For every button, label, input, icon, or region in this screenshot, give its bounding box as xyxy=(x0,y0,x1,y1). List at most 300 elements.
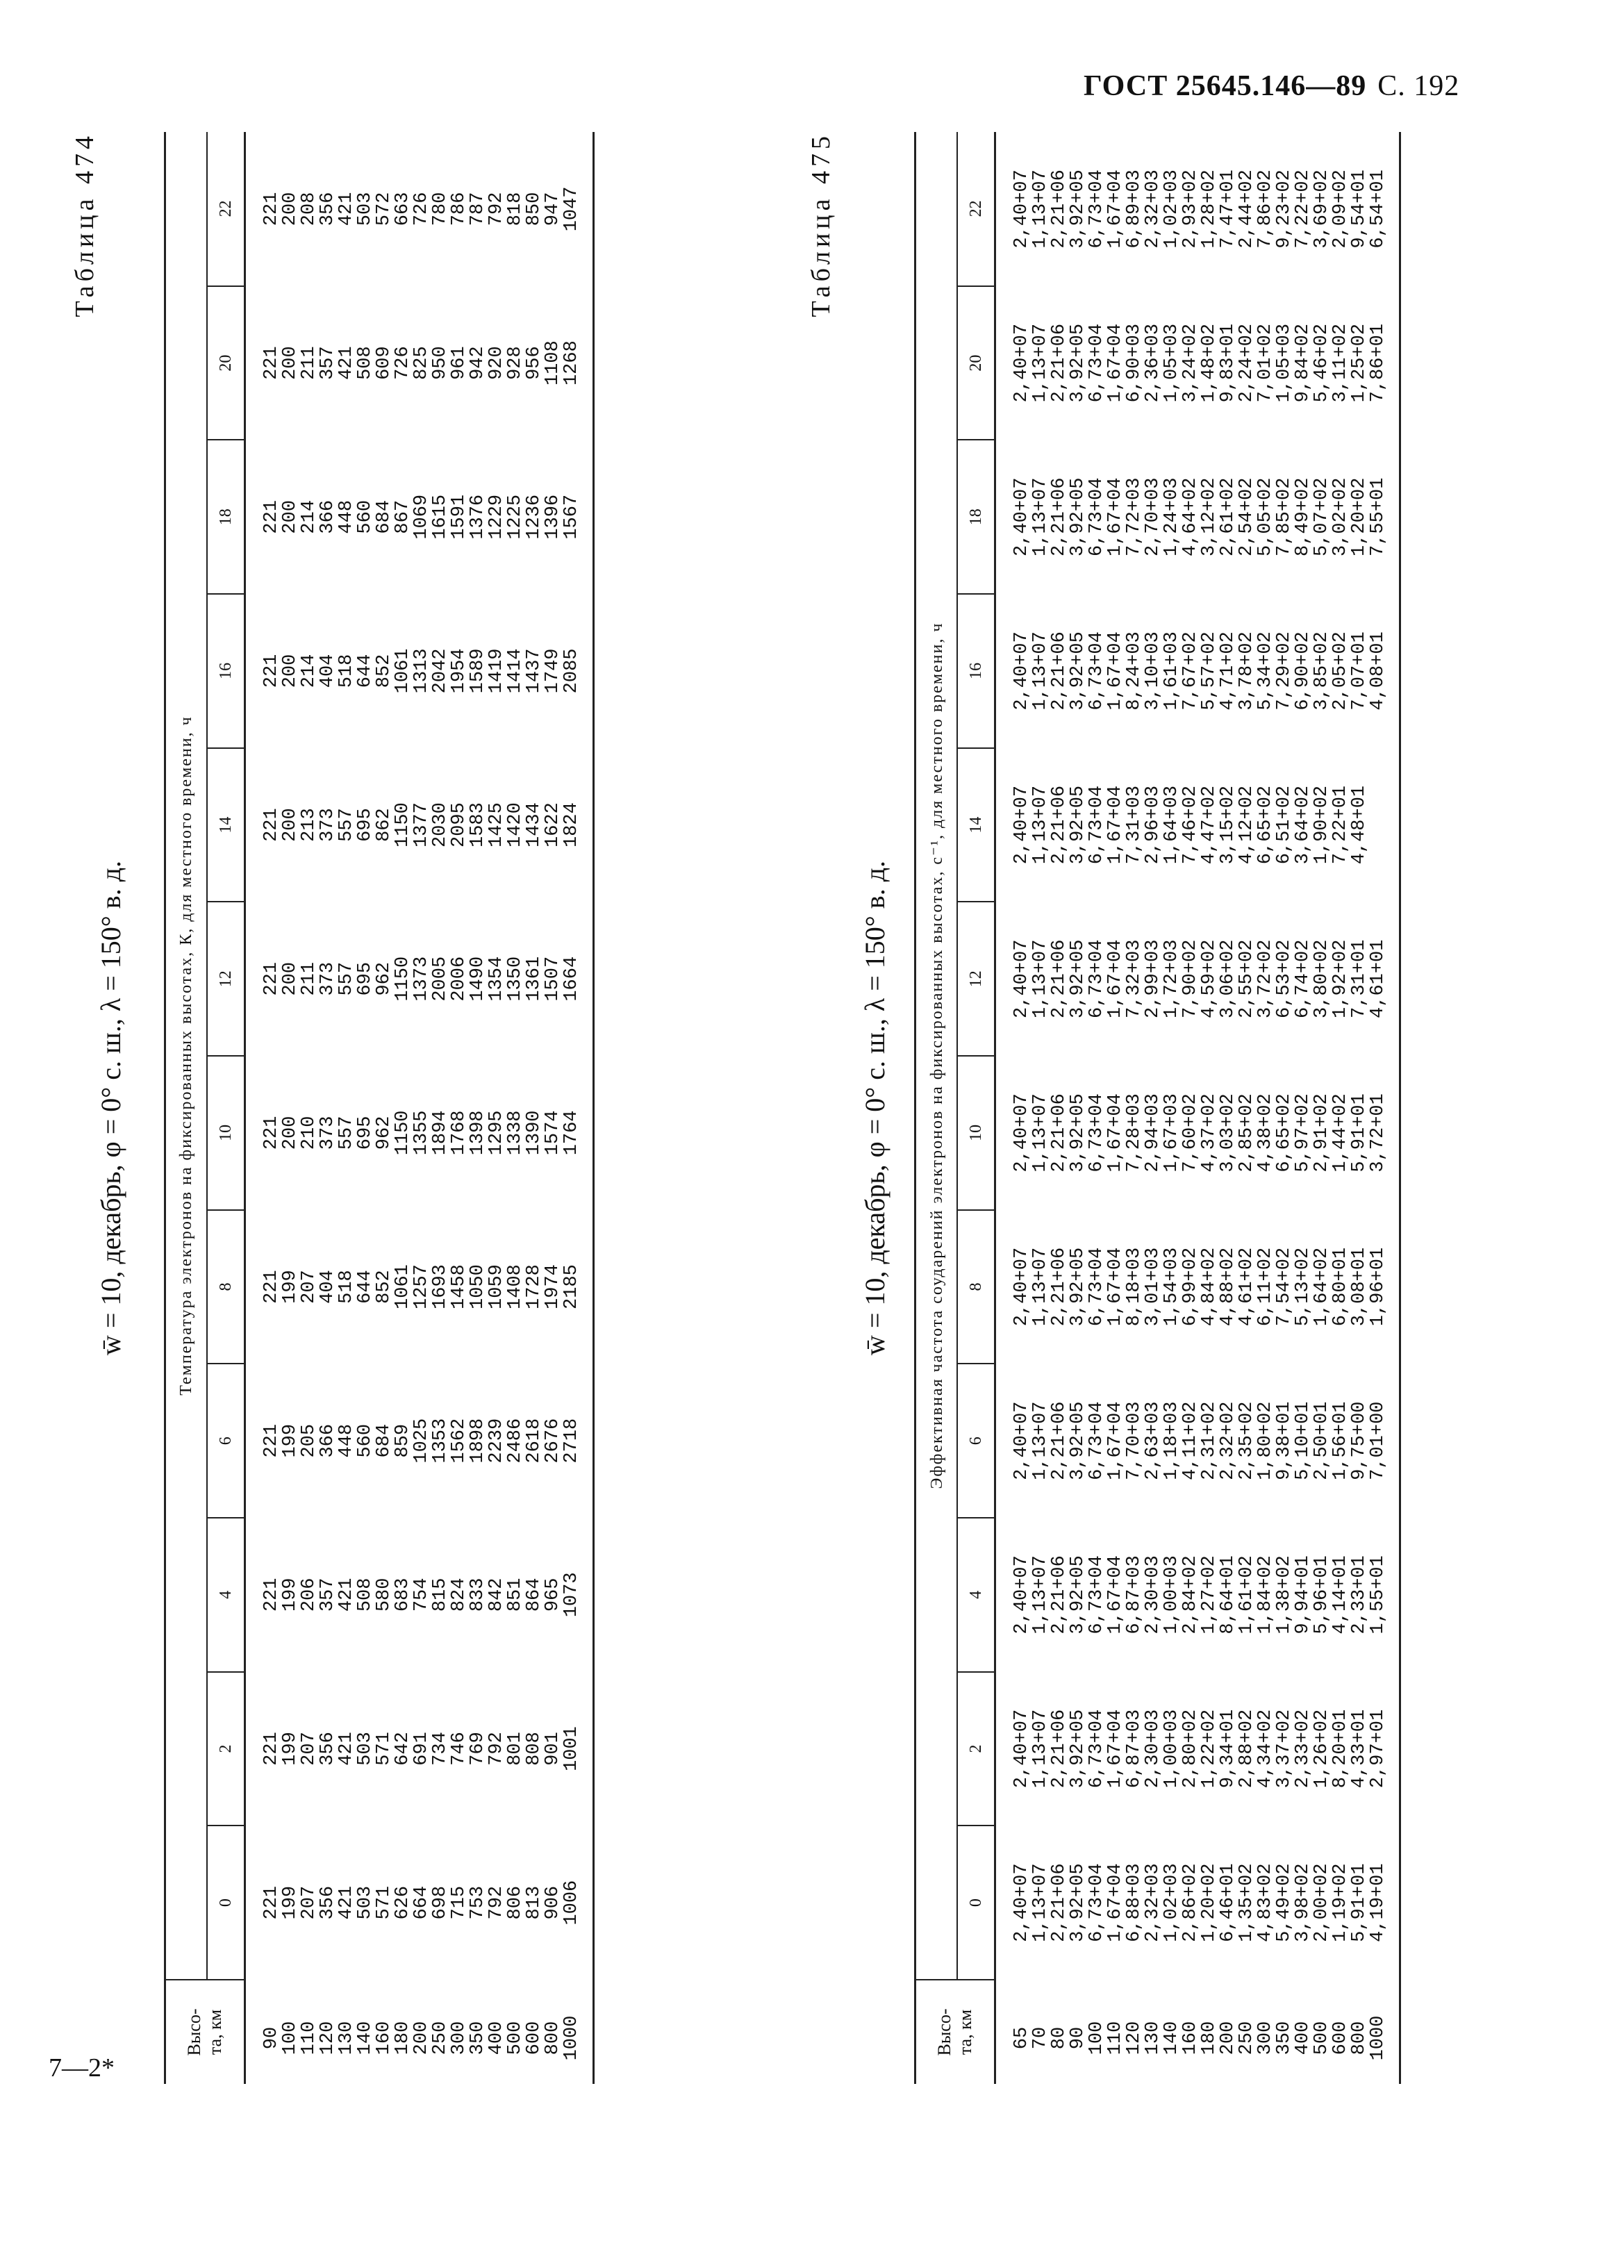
cell-value: 5,46+02 xyxy=(1311,323,1332,403)
cell-value: 2030 xyxy=(430,802,451,847)
cell-value: 3,92+05 xyxy=(1068,1555,1088,1634)
cell-value: 3,98+02 xyxy=(1293,1863,1314,1942)
value-column xyxy=(245,440,594,594)
cell-value: 7,01+00 xyxy=(1368,1401,1389,1480)
cell-value: 8,20+01 xyxy=(1330,1709,1351,1789)
cell-value: 6,73+04 xyxy=(1086,631,1107,711)
cell-value: 3,15+02 xyxy=(1218,785,1238,865)
page-header xyxy=(1084,69,1535,103)
cell-value: 726 xyxy=(392,346,413,380)
cell-value: 6,73+04 xyxy=(1086,1555,1107,1634)
cell-value: 1,67+04 xyxy=(1105,939,1126,1018)
cell-value: 2,40+07 xyxy=(1011,939,1032,1018)
cell-value: 1419 xyxy=(486,648,507,694)
cell-value: 3,72+01 xyxy=(1368,1093,1389,1173)
cell-value: 3,37+02 xyxy=(1274,1709,1295,1789)
altitude-value: 250 xyxy=(1236,2021,1257,2055)
cell-value: 7,86+02 xyxy=(1255,169,1276,249)
cell-value: 6,73+04 xyxy=(1086,169,1107,249)
cell-value: 806 xyxy=(505,1885,526,1920)
cell-value: 962 xyxy=(374,1116,395,1150)
cell-value: 200 xyxy=(280,808,301,842)
cell-value: 1591 xyxy=(449,494,470,540)
cell-value: 366 xyxy=(317,499,338,534)
cell-value: 5,13+02 xyxy=(1293,1247,1314,1327)
cell-value: 2,96+03 xyxy=(1143,785,1163,865)
cell-value: 1,67+04 xyxy=(1105,477,1126,556)
cell-value: 1,13+07 xyxy=(1030,1709,1051,1789)
cell-value: 5,10+01 xyxy=(1293,1401,1314,1480)
cell-value: 1,54+03 xyxy=(1161,1247,1182,1327)
cell-value: 6,65+02 xyxy=(1255,785,1276,865)
value-column xyxy=(995,1672,1400,1826)
value-column xyxy=(245,132,594,286)
cell-value: 2005 xyxy=(430,956,451,1002)
cell-value: 421 xyxy=(336,1885,357,1920)
cell-value: 1376 xyxy=(467,494,488,540)
cell-value: 207 xyxy=(299,1732,320,1766)
cell-value: 1,13+07 xyxy=(1030,1401,1051,1480)
cell-value: 1,28+02 xyxy=(1199,169,1220,249)
cell-value: 503 xyxy=(355,1885,376,1920)
hour-header: 8 xyxy=(207,1210,245,1364)
cell-value: 787 xyxy=(467,192,488,226)
cell-value: 421 xyxy=(336,1732,357,1766)
cell-value: 2,85+02 xyxy=(1236,1093,1257,1173)
cell-value: 5,91+01 xyxy=(1349,1093,1370,1173)
cell-value: 4,61+01 xyxy=(1368,939,1389,1018)
cell-value: 6,73+04 xyxy=(1086,1863,1107,1942)
cell-value: 684 xyxy=(374,1423,395,1458)
cell-value: 1,90+02 xyxy=(1311,785,1332,865)
altitude-value: 200 xyxy=(411,2021,432,2055)
cell-value: 734 xyxy=(430,1732,451,1766)
cell-value: 6,73+04 xyxy=(1086,1709,1107,1789)
cell-value: 210 xyxy=(299,1116,320,1150)
cell-value: 1,67+04 xyxy=(1105,1093,1126,1173)
cell-value: 1425 xyxy=(486,802,507,847)
cell-value: 9,75+00 xyxy=(1349,1401,1370,1480)
cell-value: 8,24+03 xyxy=(1124,631,1145,711)
cell-value: 2042 xyxy=(430,648,451,694)
cell-value: 842 xyxy=(486,1578,507,1612)
cell-value: 571 xyxy=(374,1885,395,1920)
value-column xyxy=(245,902,594,1056)
cell-value: 815 xyxy=(430,1578,451,1612)
cell-value: 1,67+04 xyxy=(1105,1247,1126,1327)
cell-value: 867 xyxy=(392,499,413,534)
altitude-header: Высо- та, км xyxy=(165,1980,245,2084)
cell-value: 4,08+01 xyxy=(1368,631,1389,711)
cell-value: 571 xyxy=(374,1732,395,1766)
cell-value: 503 xyxy=(355,1732,376,1766)
cell-value: 1,26+02 xyxy=(1311,1709,1332,1789)
cell-value: 644 xyxy=(355,1270,376,1304)
cell-value: 1768 xyxy=(449,1110,470,1156)
value-column xyxy=(995,1518,1400,1672)
cell-value: 8,49+02 xyxy=(1293,477,1314,556)
altitude-value: 1000 xyxy=(1368,2015,1389,2061)
cell-value: 1398 xyxy=(467,1110,488,1156)
data-row xyxy=(995,132,1400,2084)
cell-value: 1,13+07 xyxy=(1030,1247,1051,1327)
cell-value: 2,54+02 xyxy=(1236,477,1257,556)
cell-value: 3,02+02 xyxy=(1330,477,1351,556)
cell-value: 7,22+01 xyxy=(1330,785,1351,865)
hour-header: 8 xyxy=(957,1210,995,1364)
cell-value: 7,01+02 xyxy=(1255,323,1276,403)
cell-value: 956 xyxy=(524,346,545,380)
cell-value: 1,35+02 xyxy=(1236,1863,1257,1942)
cell-value: 2,21+06 xyxy=(1049,169,1070,249)
altitude-value: 300 xyxy=(1255,2021,1276,2055)
cell-value: 1,13+07 xyxy=(1030,939,1051,1018)
cell-value: 9,94+01 xyxy=(1293,1555,1314,1634)
cell-value: 2,05+02 xyxy=(1330,631,1351,711)
altitude-value: 90 xyxy=(261,2026,282,2050)
cell-value: 7,70+03 xyxy=(1124,1401,1145,1480)
cell-value: 626 xyxy=(392,1885,413,1920)
cell-value: 2,40+07 xyxy=(1011,1247,1032,1327)
cell-value: 3,92+05 xyxy=(1068,631,1088,711)
cell-value: 7,55+01 xyxy=(1368,477,1389,556)
cell-value: 208 xyxy=(299,192,320,226)
cell-value: 557 xyxy=(336,961,357,996)
cell-value: 4,47+02 xyxy=(1199,785,1220,865)
cell-value: 942 xyxy=(467,346,488,380)
altitude-value: 300 xyxy=(449,2021,470,2055)
cell-value: 2,30+03 xyxy=(1143,1555,1163,1634)
table-475-title: w̄ = 10, декабрь, φ = 0° с. ш., λ = 150° в. д. xyxy=(859,860,890,1356)
altitude-value: 1000 xyxy=(561,2015,582,2061)
altitude-value: 180 xyxy=(1199,2021,1220,2055)
cell-value: 356 xyxy=(317,1732,338,1766)
cell-value: 726 xyxy=(411,192,432,226)
cell-value: 221 xyxy=(261,654,282,688)
hour-header: 12 xyxy=(957,902,995,1056)
cell-value: 1458 xyxy=(449,1264,470,1309)
cell-value: 2,21+06 xyxy=(1049,631,1070,711)
cell-value: 1898 xyxy=(467,1418,488,1464)
value-column xyxy=(245,748,594,902)
value-column xyxy=(245,1518,594,1672)
cell-value: 2,40+07 xyxy=(1011,1709,1032,1789)
cell-value: 1664 xyxy=(561,956,582,1002)
cell-value: 3,92+05 xyxy=(1068,323,1088,403)
cell-value: 663 xyxy=(392,192,413,226)
cell-value: 2,40+07 xyxy=(1011,1093,1032,1173)
cell-value: 1,13+07 xyxy=(1030,169,1051,249)
cell-value: 1354 xyxy=(486,956,507,1002)
cell-value: 4,64+02 xyxy=(1180,477,1201,556)
cell-value: 5,57+02 xyxy=(1199,631,1220,711)
cell-value: 9,38+01 xyxy=(1274,1401,1295,1480)
altitude-value: 160 xyxy=(1180,2021,1201,2055)
cell-value: 2,40+07 xyxy=(1011,1555,1032,1634)
cell-value: 664 xyxy=(411,1885,432,1920)
cell-value: 5,07+02 xyxy=(1311,477,1332,556)
cell-value: 3,92+05 xyxy=(1068,785,1088,865)
cell-value: 7,07+01 xyxy=(1349,631,1370,711)
cell-value: 1954 xyxy=(449,648,470,694)
cell-value: 200 xyxy=(280,499,301,534)
altitude-value: 350 xyxy=(1274,2021,1295,2055)
cell-value: 2,24+02 xyxy=(1236,323,1257,403)
cell-value: 1361 xyxy=(524,956,545,1002)
value-column xyxy=(995,748,1400,902)
altitude-value: 100 xyxy=(1086,2021,1107,2055)
hour-header: 16 xyxy=(207,594,245,748)
hour-header: 16 xyxy=(957,594,995,748)
value-column xyxy=(995,1364,1400,1518)
cell-value: 4,83+02 xyxy=(1255,1863,1276,1942)
altitude-value: 800 xyxy=(542,2021,563,2055)
cell-value: 508 xyxy=(355,346,376,380)
cell-value: 1006 xyxy=(561,1880,582,1926)
hour-header: 14 xyxy=(207,748,245,902)
cell-value: 5,97+02 xyxy=(1293,1093,1314,1173)
cell-value: 1562 xyxy=(449,1418,470,1464)
cell-value: 373 xyxy=(317,1116,338,1150)
cell-value: 580 xyxy=(374,1578,395,1612)
value-column xyxy=(245,594,594,748)
cell-value: 1,48+02 xyxy=(1199,323,1220,403)
cell-value: 9,83+01 xyxy=(1218,323,1238,403)
cell-value: 3,08+01 xyxy=(1349,1247,1370,1327)
altitude-value: 130 xyxy=(336,2021,357,2055)
cell-value: 221 xyxy=(261,1423,282,1458)
cell-value: 1229 xyxy=(486,494,507,540)
hour-header: 18 xyxy=(957,440,995,594)
altitude-value: 400 xyxy=(1293,2021,1314,2055)
hour-header: 0 xyxy=(207,1826,245,1980)
cell-value: 1,72+03 xyxy=(1161,939,1182,1018)
cell-value: 2,21+06 xyxy=(1049,939,1070,1018)
cell-value: 1,18+03 xyxy=(1161,1401,1182,1480)
header-row xyxy=(915,132,958,2084)
cell-value: 4,61+02 xyxy=(1236,1247,1257,1327)
value-column xyxy=(245,1672,594,1826)
cell-value: 518 xyxy=(336,1270,357,1304)
cell-value: 1974 xyxy=(542,1264,563,1309)
cell-value: 7,31+03 xyxy=(1124,785,1145,865)
cell-value: 642 xyxy=(392,1732,413,1766)
cell-value: 1390 xyxy=(524,1110,545,1156)
cell-value: 833 xyxy=(467,1578,488,1612)
cell-value: 6,73+04 xyxy=(1086,477,1107,556)
cell-value: 6,88+03 xyxy=(1124,1863,1145,1942)
cell-value: 1,00+03 xyxy=(1161,1555,1182,1634)
cell-value: 4,84+02 xyxy=(1199,1247,1220,1327)
cell-value: 2,33+02 xyxy=(1293,1709,1314,1789)
cell-value: 753 xyxy=(467,1885,488,1920)
cell-value: 1268 xyxy=(561,340,582,386)
cell-value: 200 xyxy=(280,961,301,996)
cell-value: 864 xyxy=(524,1578,545,1612)
cell-value: 2,30+03 xyxy=(1143,1709,1163,1789)
cell-value: 695 xyxy=(355,1116,376,1150)
cell-value: 7,28+03 xyxy=(1124,1093,1145,1173)
cell-value: 2,21+06 xyxy=(1049,1709,1070,1789)
cell-value: 852 xyxy=(374,654,395,688)
cell-value: 2,09+02 xyxy=(1330,169,1351,249)
cell-value: 1001 xyxy=(561,1726,582,1771)
cell-value: 2085 xyxy=(561,648,582,694)
cell-value: 3,92+05 xyxy=(1068,1093,1088,1173)
cell-value: 1059 xyxy=(486,1264,507,1309)
cell-value: 1,05+03 xyxy=(1161,323,1182,403)
cell-value: 4,14+01 xyxy=(1330,1555,1351,1634)
cell-value: 2,84+02 xyxy=(1180,1555,1201,1634)
cell-value: 1047 xyxy=(561,186,582,232)
cell-value: 852 xyxy=(374,1270,395,1304)
hour-row xyxy=(207,132,245,2084)
cell-value: 6,87+03 xyxy=(1124,1709,1145,1789)
cell-value: 2486 xyxy=(505,1418,526,1464)
cell-value: 928 xyxy=(505,346,526,380)
cell-value: 6,73+04 xyxy=(1086,1093,1107,1173)
hour-header: 6 xyxy=(207,1364,245,1518)
cell-value: 1414 xyxy=(505,648,526,694)
altitude-value: 500 xyxy=(1311,2021,1332,2055)
cell-value: 947 xyxy=(542,192,563,226)
cell-value: 200 xyxy=(280,654,301,688)
cell-value: 211 xyxy=(299,346,320,380)
cell-value: 1313 xyxy=(411,648,432,694)
cell-value: 4,71+02 xyxy=(1218,631,1238,711)
cell-value: 199 xyxy=(280,1578,301,1612)
cell-value: 2,50+01 xyxy=(1311,1401,1332,1480)
cell-value: 8,18+03 xyxy=(1124,1247,1145,1327)
cell-value: 206 xyxy=(299,1578,320,1612)
cell-value: 221 xyxy=(261,346,282,380)
cell-value: 1396 xyxy=(542,494,563,540)
altitude-value: 180 xyxy=(392,2021,413,2055)
group-header: Температура электронов на фиксированных высотах, К, для местного времени, ч xyxy=(165,132,208,1980)
cell-value: 5,96+01 xyxy=(1311,1555,1332,1634)
cell-value: 1,13+07 xyxy=(1030,323,1051,403)
hour-header: 0 xyxy=(957,1826,995,1980)
standard-code: ГОСТ 25645.146—89 xyxy=(1084,70,1367,102)
cell-value: 1,24+03 xyxy=(1161,477,1182,556)
cell-value: 2,40+07 xyxy=(1011,1863,1032,1942)
page-number: С. 192 xyxy=(1377,70,1460,102)
cell-value: 851 xyxy=(505,1578,526,1612)
header-row xyxy=(165,132,208,2084)
cell-value: 7,90+02 xyxy=(1180,939,1201,1018)
table-474 xyxy=(164,132,595,2084)
cell-value: 901 xyxy=(542,1732,563,1766)
cell-value: 1338 xyxy=(505,1110,526,1156)
cell-value: 644 xyxy=(355,654,376,688)
cell-value: 6,73+04 xyxy=(1086,939,1107,1018)
cell-value: 1764 xyxy=(561,1110,582,1156)
cell-value: 4,88+02 xyxy=(1218,1247,1238,1327)
cell-value: 4,37+02 xyxy=(1199,1093,1220,1173)
data-row xyxy=(245,132,594,2084)
cell-value: 1,61+03 xyxy=(1161,631,1182,711)
cell-value: 824 xyxy=(449,1578,470,1612)
altitude-value: 800 xyxy=(1349,2021,1370,2055)
cell-value: 4,34+02 xyxy=(1255,1709,1276,1789)
cell-value: 1408 xyxy=(505,1264,526,1309)
cell-value: 2,40+07 xyxy=(1011,477,1032,556)
cell-value: 221 xyxy=(261,1270,282,1304)
cell-value: 695 xyxy=(355,808,376,842)
cell-value: 200 xyxy=(280,1116,301,1150)
cell-value: 9,34+01 xyxy=(1218,1709,1238,1789)
cell-value: 3,92+05 xyxy=(1068,1709,1088,1789)
cell-value: 1061 xyxy=(392,1264,413,1309)
cell-value: 404 xyxy=(317,654,338,688)
cell-value: 205 xyxy=(299,1423,320,1458)
cell-value: 1,67+03 xyxy=(1161,1093,1182,1173)
altitude-value: 600 xyxy=(524,2021,545,2055)
cell-value: 7,22+02 xyxy=(1293,169,1314,249)
hour-header: 22 xyxy=(957,132,995,286)
cell-value: 1,19+02 xyxy=(1330,1863,1351,1942)
cell-value: 6,65+02 xyxy=(1274,1093,1295,1173)
footer-mark: 7—2* xyxy=(49,2053,115,2083)
cell-value: 1507 xyxy=(542,956,563,1002)
cell-value: 3,12+02 xyxy=(1199,477,1220,556)
hour-header: 4 xyxy=(957,1518,995,1672)
altitude-value: 250 xyxy=(430,2021,451,2055)
cell-value: 825 xyxy=(411,346,432,380)
cell-value: 7,60+02 xyxy=(1180,1093,1201,1173)
cell-value: 1,25+02 xyxy=(1349,323,1370,403)
cell-value: 404 xyxy=(317,1270,338,1304)
cell-value: 2,21+06 xyxy=(1049,1401,1070,1480)
cell-value: 366 xyxy=(317,1423,338,1458)
hour-header: 2 xyxy=(957,1672,995,1826)
cell-value: 373 xyxy=(317,808,338,842)
cell-value: 1,02+03 xyxy=(1161,1863,1182,1942)
cell-value: 221 xyxy=(261,1732,282,1766)
cell-value: 1,67+04 xyxy=(1105,785,1126,865)
cell-value: 1,67+04 xyxy=(1105,169,1126,249)
cell-value: 213 xyxy=(299,808,320,842)
cell-value: 221 xyxy=(261,1578,282,1612)
cell-value: 1567 xyxy=(561,494,582,540)
cell-value: 6,80+01 xyxy=(1330,1247,1351,1327)
cell-value: 6,73+04 xyxy=(1086,1247,1107,1327)
cell-value: 7,29+02 xyxy=(1274,631,1295,711)
cell-value: 3,01+03 xyxy=(1143,1247,1163,1327)
cell-value: 6,51+02 xyxy=(1274,785,1295,865)
value-column xyxy=(995,132,1400,286)
cell-value: 1,13+07 xyxy=(1030,477,1051,556)
cell-value: 3,78+02 xyxy=(1236,631,1257,711)
table-474-block xyxy=(69,132,681,2084)
cell-value: 5,05+02 xyxy=(1255,477,1276,556)
cell-value: 1615 xyxy=(430,494,451,540)
cell-value: 859 xyxy=(392,1423,413,1458)
cell-value: 2239 xyxy=(486,1418,507,1464)
cell-value: 3,85+02 xyxy=(1311,631,1332,711)
cell-value: 3,24+02 xyxy=(1180,323,1201,403)
cell-value: 1,56+01 xyxy=(1330,1401,1351,1480)
cell-value: 754 xyxy=(411,1578,432,1612)
cell-value: 1150 xyxy=(392,1110,413,1156)
cell-value: 2,00+02 xyxy=(1311,1863,1332,1942)
hour-header: 6 xyxy=(957,1364,995,1518)
altitude-value: 140 xyxy=(1161,2021,1182,2055)
cell-value: 1108 xyxy=(542,340,563,386)
cell-value: 1150 xyxy=(392,802,413,847)
cell-value: 2,93+02 xyxy=(1180,169,1201,249)
cell-value: 2,40+07 xyxy=(1011,1401,1032,1480)
